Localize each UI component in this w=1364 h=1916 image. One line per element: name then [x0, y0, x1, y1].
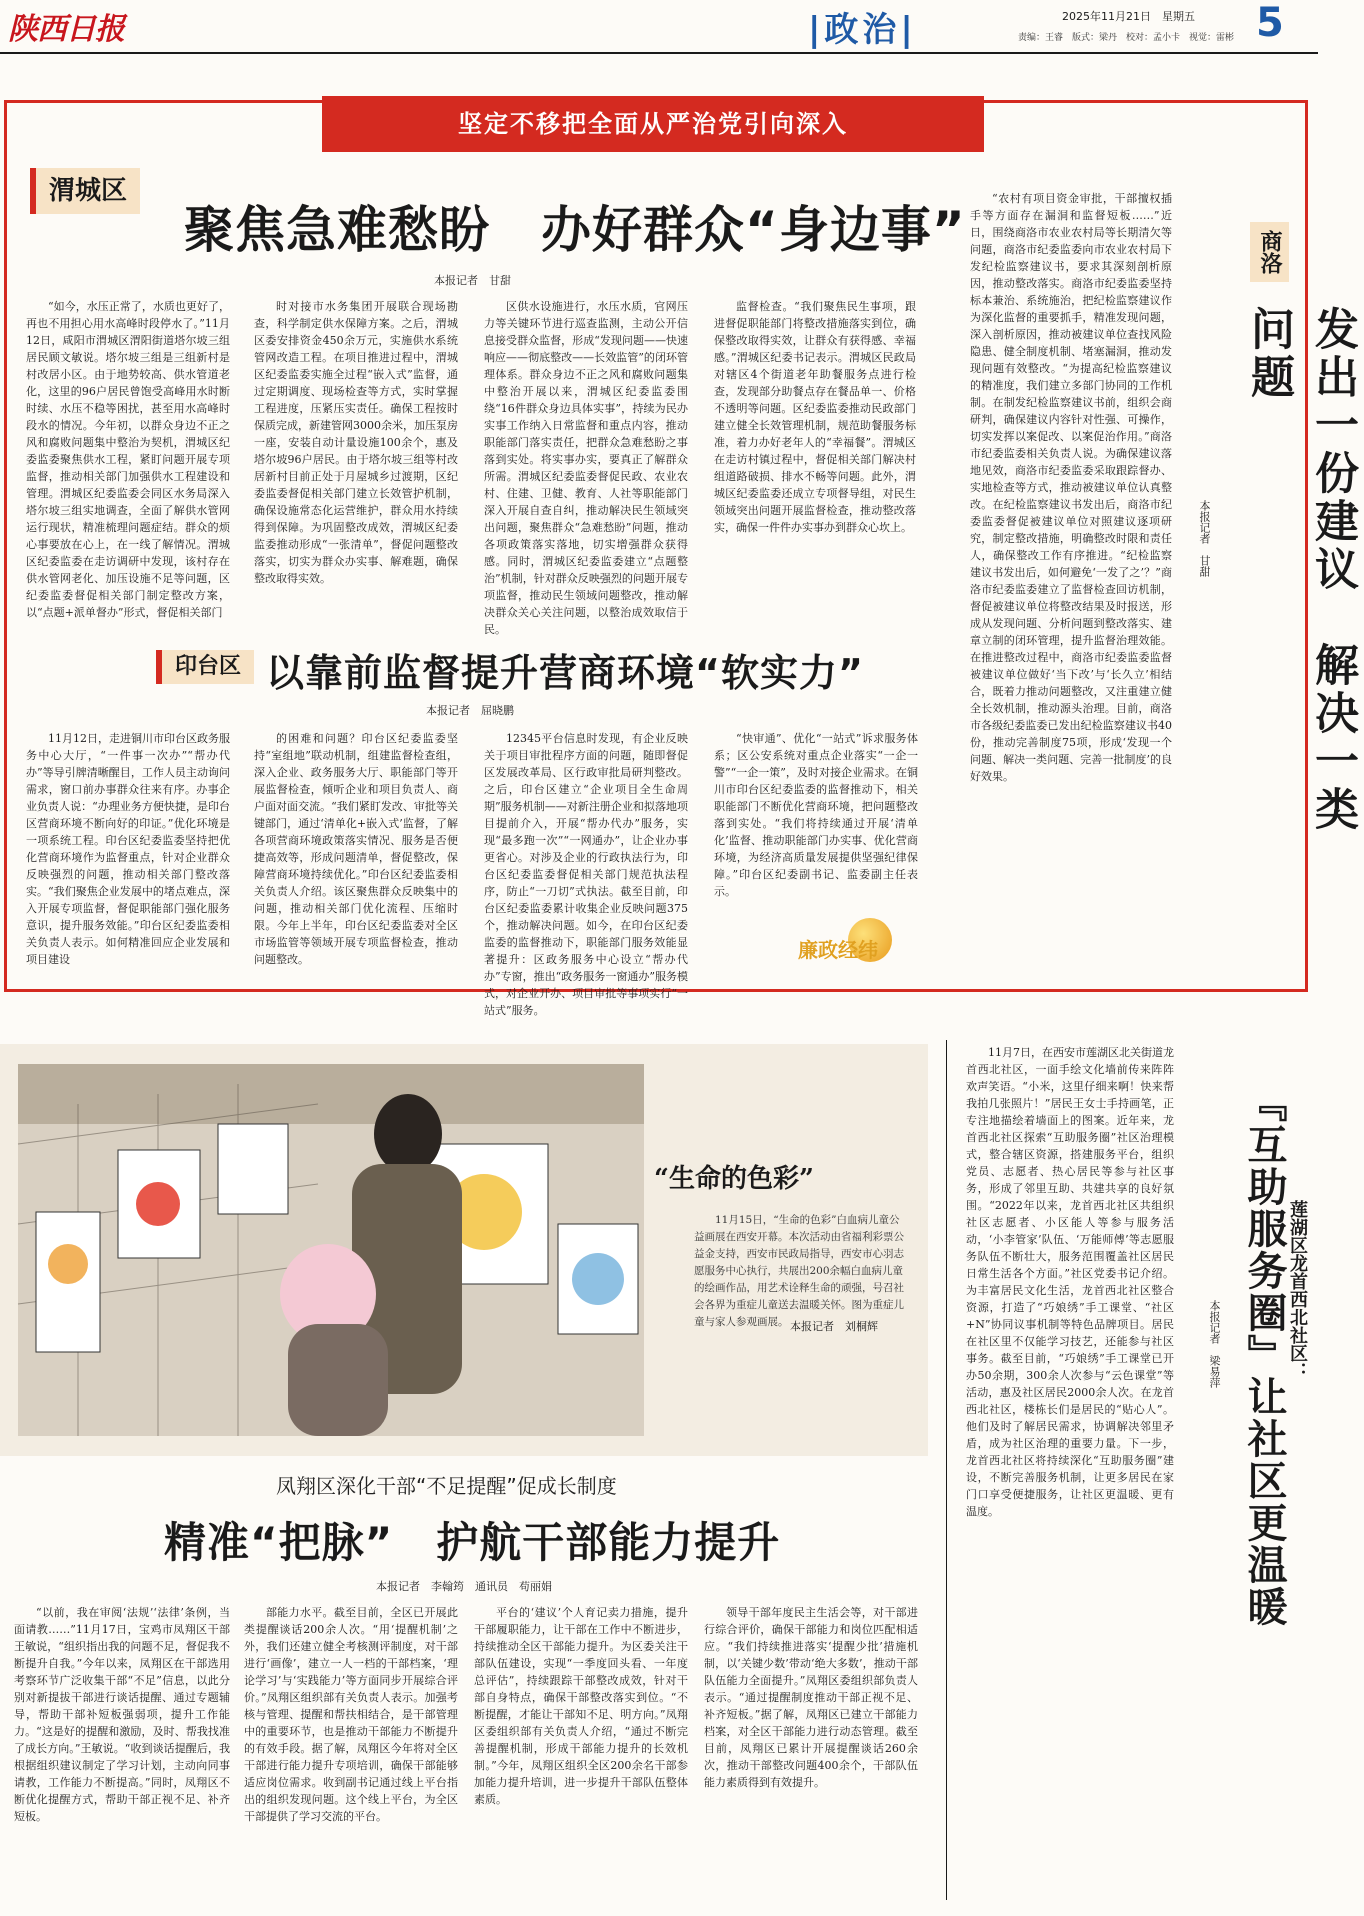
story4-column-3 [474, 1604, 688, 1904]
story4-col2-text: 部能力水平。截至目前，全区已开展此类提醒谈话200余人次。“用‘提醒机制’之外，我们还建立健全考核测评制度，对干部进行‘画像’，建立一人一档的干部档案，‘理论学习’与‘实践能力’等方面同步开展综合评价。”凤翔区组织部有关负责人表示。加强考核与管理、提醒和帮扶相结合，是干部管理中的重要环节，也是推动干部能力不断提升的有效手段。据了解，凤翔区今年将对全区干部进行能力提升专项培训，确保干部能够适应岗位需求。收到副书记通过线上平台指出的组织发现问题。这个线上平台，为全区干部提供了学习交流的平台。 [244, 1606, 458, 1823]
story5-column [966, 1044, 1174, 1904]
editors-credits: 责编：王睿 版式：梁丹 校对：孟小卡 视觉：雷彬 [1018, 33, 1235, 43]
story5-byline: 本报记者 梁易萍 [1208, 1300, 1221, 1388]
story4-byline: 本报记者 李翰筠 通讯员 苟丽娟 [376, 1580, 552, 1593]
issue-date: 2025年11月21日 星期五 [1062, 10, 1195, 23]
story5-headline: 『互助服务圈』让社区更温暖 [1241, 1082, 1287, 1628]
story1-column-4 [714, 298, 916, 616]
exhibition-photo-illustration [18, 1064, 644, 1436]
story4-column-4 [704, 1604, 918, 1904]
lianzheng-jingwei-logo [788, 910, 940, 970]
logo-badge-text: 廉政经纬 [798, 938, 878, 962]
story1-district-tag: 渭城区 [30, 168, 140, 214]
story1-col4-text: 监督检查。“我们聚焦民生事项，跟进督促职能部门将整改措施落实到位，确保整改取得实效，让群众有获得感、幸福感。”渭城区纪委书记表示。渭城区民政局对辖区4个街道老年助餐服务点进行检查，发现部分助餐点存在餐品单一、价格不透明等问题。区纪委监委推动民政部门建立健全长效管理机制，规范助餐服务标准，着力办好老年人的“幸福餐”。渭城区在走访村镇过程中，督促相关部门解决村组道路破损、排水不畅等问题。此外，渭城区纪委监委还成立专项督导组，对民生领域突出问题开展监督检查，推动整改落实，确保一件件办实事办到群众心坎上。 [714, 300, 916, 534]
story2-col1-text: 11月12日，走进铜川市印台区政务服务中心大厅，“一件事一次办”“帮办代办”等导引牌清晰醒目，工作人员主动询问需求，窗口前办事群众往来有序。办事企业负责人说：“办理业务方便快捷，是印台区营商环境不断向好的印证。”优化环境是一项系统工程。印台区纪委监委坚持把优化营商环境作为监督重点，针对企业群众反映强烈的问题，推动相关部门整改落实。“我们聚焦企业发展中的堵点难点，深入开展专项监督，督促职能部门强化服务意识，提升服务效能。”印台区纪委监委相关负责人表示。如何精准回应企业发展和项目建设 [26, 732, 230, 966]
story1-col3-text: 区供水设施进行，水压水质，官网压力等关键环节进行巡查监测，主动公开信息接受群众监督，形成“发现问题——快速响应——彻底整改——长效监管”的闭环管理体系。群众身边不正之风和腐败问题集中整治开展以来，渭城区纪委监委围绕“16件群众身边具体实事”，持续为民办实事工作纳入日常监督和重点内容，推动职能部门落实责任，把群众急难愁盼之事落到实处。将实事办实，要真正了解群众所需。渭城区纪委监委督促民政、农业农村、住建、卫健、教育、人社等职能部门深入开展自查自纠，推动解决民生领域突出问题，聚焦群众“急难愁盼”问题，推动各项政策落实落地，切实增强群众获得感。同时，渭城区纪委监委建立“点题整治”机制，针对群众反映强烈的问题开展专项监督，推动民生领域问题整改，推动解决群众关心关注问题，以整治成效取信于民。 [484, 300, 688, 636]
story1-column-3 [484, 298, 688, 636]
story3-district-tag: 商洛 [1250, 222, 1289, 282]
story4-col1-text: “以前，我在审阅‘法规’‘法律’条例，当面请教……”11月17日，宝鸡市凤翔区干部王敏说，“组织指出我的问题不足，督促我不断提升自我。”今年以来，凤翔区在干部选用考察环节广泛收集干部“不足”信息，以此分别对新提拔干部进行谈话提醒、通过专题辅导，帮助干部补短板强弱项，提升工作能力。“这是好的提醒和激励，及时、帮我找准了成长方向。”王敏说。“收到谈话提醒后，我根据组织建议制定了学习计划，主动向同事请教，工作能力不断提高。”同时，凤翔区不断优化提醒方式，帮助干部正视不足、补齐短板。 [14, 1606, 230, 1823]
story3-byline: 本报记者 甘甜 [1198, 500, 1211, 577]
story2-district-tag: 印台区 [156, 650, 254, 684]
story4-col3-text: 平台的‘建议’个人育记卖力措施，提升干部履职能力，让干部在工作中不断进步，持续推动全区干部能力提升。为区委关注干部队伍建设，实现“一季度回头看、一年度总评估”，持续跟踪干部整改成效，针对干部自身特点，确保干部整改落实到位。“不断提醒，才能让干部知不足、明方向。”凤翔区委组织部有关负责人介绍，“通过不断完善提醒机制，形成干部能力提升的长效机制。”今年，凤翔区组织全区200余名干部参加能力提升培训，进一步提升干部队伍整体素质。 [474, 1606, 688, 1806]
story1-column-1 [26, 298, 230, 619]
story5-subhead: 莲湖区龙首西北社区： [1287, 1200, 1308, 1380]
story2-col4-text: “快审通”、优化“一站式”诉求服务体系；区公安系统对重点企业落实“一企一警”“一企一策”，及时对接企业需求。在铜川市印台区纪委监委的监督推动下，相关职能部门不断优化营商环境，把问题整改落到实处。“我们将持续通过开展‘清单化’监督、推动职能部门办实事、优化营商环境，为经济高质量发展提供坚强纪律保障。”印台区纪委副书记、监委副主任表示。 [714, 732, 918, 898]
story4-column-1 [14, 1604, 230, 1904]
story2-column-1 [26, 730, 230, 974]
story1-col1-text: “如今，水压正常了，水质也更好了，再也不用担心用水高峰时段停水了。”11月12日，咸阳市渭城区渭阳街道塔尔坡三组居民顾文敏说。塔尔坡三组是三组新村是村改居小区。由于地势较高、供水管道老化，这里的96户居民曾饱受高峰用水时断时续、水压不稳等困扰，甚至用水高峰时段水的情况。今年初，以群众身边不正之风和腐败问题集中整治为契机，渭城区纪委监委聚焦供水工程，紧盯问题开展专项监督，推动相关部门加强供水工程建设和管理。渭城区纪委监委会同区水务局深入塔尔坡三组实地调查，全面了解供水管网运行现状，精准梳理问题症结。群众的烦心事要放在心上，在一线了解情况。渭城区纪委监委在走访调研中发现，该村存在供水管网老化、加压设施不足等问题，区纪委监委督促相关部门制定整改方案，以“点题+派单督办”形式，督促相关部门 [26, 300, 230, 619]
story2-byline: 本报记者 屈晓鹏 [426, 704, 514, 717]
story4-headline: 精准“把脉” 护航干部能力提升 [164, 1518, 781, 1567]
story1-column-2 [254, 298, 458, 616]
exhibition-photo [18, 1064, 644, 1436]
newspaper-logo: 陕西日报 [8, 12, 124, 47]
story4-column-2 [244, 1604, 458, 1904]
story4-col4-text: 领导干部年度民主生活会等，对干部进行综合评价，确保干部能力和岗位匹配相适应。“我们持续推进落实‘提醒少批’措施机制，以‘关键少数’带动‘绝大多数’，推动干部队伍能力全面提升。”凤翔区委组织部负责人表示。“通过提醒制度推动干部正视不足、补齐短板。”据了解，凤翔区已建立干部能力档案，对全区干部能力进行动态管理。截至目前，凤翔区已累计开展提醒谈话260余次，推动干部整改问题400余个，干部队伍能力素质得到有效提升。 [704, 1606, 918, 1789]
story4-kicker: 凤翔区深化干部“不足提醒”促成长制度 [276, 1474, 617, 1498]
masthead [0, 0, 1318, 54]
column-divider [946, 1040, 947, 1900]
story1-byline: 本报记者 甘甜 [434, 274, 511, 287]
photo-feature-byline: 本报记者 刘桐辉 [790, 1320, 878, 1333]
story3-column [970, 190, 1172, 974]
story2-column-3 [484, 730, 688, 1017]
story2-headline: 以靠前监督提升营商环境“软实力” [266, 651, 864, 695]
section-label: |政治| [808, 10, 917, 50]
photo-feature-title: “生命的色彩” [654, 1164, 814, 1194]
section-banner: 坚定不移把全面从严治党引向深入 [322, 96, 984, 152]
page-number: 5 [1256, 0, 1284, 46]
story2-col3-text: 12345平台信息时发现，有企业反映关于项目审批程序方面的问题，随即督促区发展改革局、区行政审批局研判整改。之后，印台区建立“企业项目全生命周期”服务机制——对新注册企业和拟落地项目提前介入，开展“帮办代办”服务，实现“最多跑一次”“一网通办”，让企业办事更省心。对涉及企业的行政执法行为，印台区纪委监委督促相关部门规范执法程序，防止“一刀切”式执法。截至目前，印台区纪委监委累计收集企业反映问题375个，推动解决问题。如今，在印台区纪委监委的监督推动下，职能部门服务效能显著提升：区政务服务中心设立“帮办代办”专窗，推出“政务服务一窗通办”服务模式，对企业开办、项目审批等事项实行“一站式”服务。 [484, 732, 688, 1017]
story5-text: 11月7日，在西安市莲湖区北关街道龙首西北社区，一面手绘文化墙前传来阵阵欢声笑语。“小米，这里仔细来啊！快来帮我拍几张照片！”居民王女士手持画笔，正专注地描绘着墙面上的图案。近年来，龙首西北社区探索“互助服务圈”社区治理模式，整合辖区资源，搭建服务平台，组织党员、志愿者、热心居民等参与社区事务，形成了邻里互助、共建共享的良好氛围。“2022年以来，龙首西北社区共组织社区志愿者、小区能人等参与服务活动，‘小李管家’队伍、‘万能师傅’等志愿服务队伍不断壮大，服务范围覆盖社区居民日常生活各个方面。”社区党委书记介绍。为丰富居民文化生活，龙首西北社区整合资源，打造了“巧娘绣”手工课堂、“社区+N”协同议事机制等特色品牌项目。居民在社区里不仅能学习技艺，还能参与社区事务。截至目前，“巧娘绣”手工课堂已开办50余期，300余人次参与“云色课堂”等活动，惠及社区居民2000余人次。在龙首西北社区，楼栋长们是居民的“贴心人”。他们及时了解居民需求，协调解决邻里矛盾，成为社区治理的重要力量。下一步，龙首西北社区将持续深化“互助服务圈”建设，不断完善服务机制，让更多居民在家门口享受便捷服务，让社区更温暖、更有温度。 [966, 1046, 1174, 1518]
story2-column-2 [254, 730, 458, 974]
story2-column-4 [714, 730, 918, 900]
photo-feature-caption: 11月15日，“生命的色彩”白血病儿童公益画展在西安开幕。本次活动由省福利彩票公益金支持，西安市民政局指导，西安市心羽志愿服务中心执行，共展出200余幅白血病儿童的绘画作品，用艺术诠释生命的顽强，号召社会各界为重症儿童送去温暖关怀。图为重症儿童与家人参观画展。 [694, 1214, 904, 1328]
story2-col2-text: 的困难和问题？印台区纪委监委坚持“室组地”联动机制，组建监督检查组，深入企业、政务服务大厅、职能部门等开展监督检查，倾听企业和项目负责人、商户面对面交流。“我们紧盯发改、审批等关键部门，通过‘清单化+嵌入式’监督，了解各项营商环境政策落实情况、服务是否便捷高效等，形成问题清单，督促整改，保障营商环境持续优化。”印台区纪委监委相关负责人介绍。该区聚焦群众反映集中的问题，推动相关部门优化流程、压缩时限。今年上半年，印台区纪委监委对全区市场监管等领域开展专项监督检查，推动问题整改。 [254, 732, 458, 966]
story1-headline: 聚焦急难愁盼 办好群众“身边事” [184, 201, 966, 259]
story1-col2-text: 时对接市水务集团开展联合现场勘查，科学制定供水保障方案。之后，渭城区委安排资金450余万元，实施供水系统管网改造工程。在项目推进过程中，渭城区纪委监委实施全过程“嵌入式”监督，通过定期调度、现场检查等方式，实时掌握工程进度，压紧压实责任。确保工程按时保质完成，新建管网3000余米，加压泵房一座，安装自动计量设施100余个，惠及塔尔坡96户居民。由于塔尔坡三组等村改居新村目前正处于月屋城乡过渡期，区纪委监委督促相关部门建立长效管护机制，确保设施常态化运营维护，群众用水持续得到保障。为巩固整改成效，渭城区纪委监委推动形成“一张清单”，督促问题整改落实，切实为群众办实事、解难题，确保整改取得实效。 [254, 300, 458, 585]
story3-text: “农村有项目资金审批，干部擅权插手等方面存在漏洞和监督短板……”近日，围绕商洛市农业农村局等长期清欠等问题，商洛市纪委监委向市农业农村局下发纪检监察建议书，要求其深刻剖析原因，推动整改落实。商洛市纪委监委坚持标本兼治、系统施治，把纪检监察建议作为深化监督的重要抓手，精准发现问题，深入剖析原因，推动被建议单位查找风险隐患、健全制度机制、堵塞漏洞，推动发现问题有效整改。“为提高纪检监察建议的精准度，我们建立多部门协同的工作机制。在制发纪检监察建议书前，组织会商研判，确保建议内容针对性强、可操作，切实发挥以案促改、以案促治作用。”商洛市纪委监委相关负责人说。为确保建议落地见效，商洛市纪委监委采取跟踪督办、实地检查等方式，推动被建议单位认真整改。在纪检监察建议书发出后，商洛市纪委监委督促被建议单位对照建议逐项研究，制定整改措施，明确整改时限和责任人，确保整改工作有序推进。“纪检监察建议书发出后，如何避免‘一发了之’？”商洛市纪委监委建立了监督检查回访机制，督促被建议单位将整改结果及时报送，形成从发现问题、分析问题到整改落实、建章立制的闭环管理，提升监督治理效能。在推进整改过程中，商洛市纪委监委监督被建议单位做好‘当下改’与‘长久立’相结合，既着力推动问题整改，又注重建立健全长效机制，推动源头治理。目前，商洛市各级纪委监委已发出纪检监察建议书40份，推动完善制度75项，形成‘发现一个问题、解决一类问题、完善一批制度’的良好效果。 [970, 192, 1172, 783]
story3-headline: 发出一份建议 解决一类问题 [1243, 306, 1358, 834]
